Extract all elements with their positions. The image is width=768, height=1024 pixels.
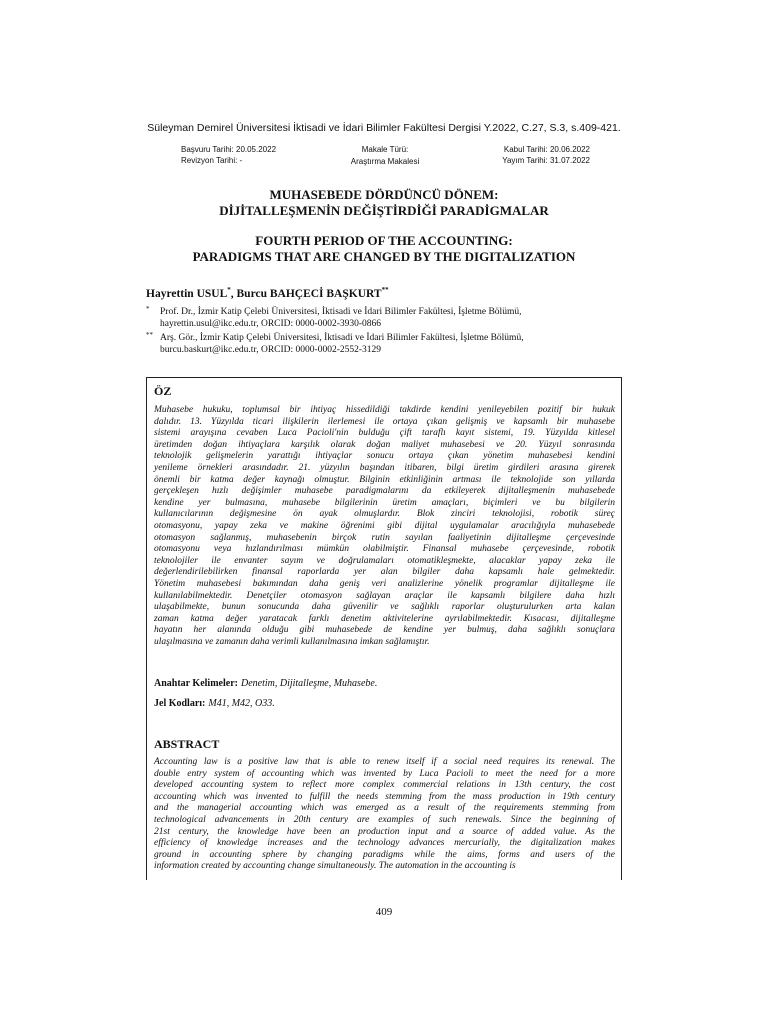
oz-line: üretimden doğan ihtiyaçlara karşılık olarak doğan maliyet muhasebesi ve 20. Yüzyıl sonrasında bbox=[154, 439, 615, 450]
published-date: Yayım Tarihi: 31.07.2022 bbox=[502, 156, 590, 165]
oz-line: kullanılabilmektedir. Denetçiler otomasyon sağlayan araçlar ile kapsamlı bilgilere daha hızlı bbox=[154, 590, 615, 601]
keywords-value: Denetim, Dijitalleşme, Muhasebe. bbox=[240, 678, 378, 689]
oz-line: hayatın her alanında olduğu gibi muhasebede de kendine yer bulmuş, daha sağlıklı sonuçlara bbox=[154, 625, 615, 636]
accepted-date: Kabul Tarihi: 20.06.2022 bbox=[503, 145, 590, 154]
jel-codes bbox=[154, 698, 275, 709]
oz-line: yenileme örnekleri arasındadır. 21. yüzyılın başından itibaren, bilgi üretim girdileri arasına girerek bbox=[154, 463, 615, 473]
oz-heading: ÖZ bbox=[154, 384, 172, 398]
article-type-value: Araştırma Makalesi bbox=[350, 157, 420, 166]
jel-label: Jel Kodları: bbox=[154, 698, 206, 709]
oz-line: Muhasebe hukuku, toplumsal bir ihtiyaç hissedildiği takdirde kendini yenileyebilen pozitif bir hukuk bbox=[154, 405, 615, 415]
oz-line: değerlendirilebilirken finansal raporlarda yer alan bilgiler daha kapsamlı hale gelmektedir. bbox=[154, 567, 615, 578]
affiliation-2-line2: burcu.baskurt@ikc.edu.tr, ORCID: 0000-0002-2552-3129 bbox=[160, 344, 382, 355]
oz-line: kendine yer bulmasına, muhasebe bilgilerinin üretim amaçları, biçimleri ve bu bilgilerin bbox=[154, 497, 615, 508]
title-tr-line2: DİJİTALLEŞMENİN DEĞİŞTİRDİĞİ PARADİGMALAR bbox=[219, 203, 549, 218]
oz-line: kullanıcılarının değişmesine ön ayak olmuşlardır. Blok zinciri teknolojisi, robotik süreç bbox=[154, 509, 615, 520]
page-number: 409 bbox=[375, 906, 393, 918]
oz-line: dalıdır. 13. Yüzyılda ticari ilişkilerin ilerlemesi ile ortaya çıkan gelişmiş ve kapsamlı bir muhasebe bbox=[154, 416, 615, 427]
oz-line: teknolojik gelişmelerin yarattığı ihtiyaçlar sonucu ortaya çıkan yönetim muhasebesi kendini bbox=[154, 451, 615, 462]
oz-line: ulaşılmasına ve zamanın daha verimli kullanılmasına imkan sağlamıştır. bbox=[154, 637, 430, 647]
title-en-line1: FOURTH PERIOD OF THE ACCOUNTING: bbox=[255, 233, 513, 248]
abstract-box bbox=[146, 377, 622, 880]
title-tr-line1: MUHASEBEDE DÖRDÜNCÜ DÖNEM: bbox=[269, 187, 499, 202]
jel-value: M41, M42, O33. bbox=[208, 698, 275, 709]
oz-line: gerçekleşen hızlı değişimler muhasebe paradigmalarını da etkileyerek dijitalleşmenin muhasebede bbox=[154, 486, 615, 497]
revision-date: Revizyon Tarihi: - bbox=[181, 156, 243, 165]
author-1: Hayrettin USUL bbox=[146, 287, 228, 300]
title-en-line2: PARADIGMS THAT ARE CHANGED BY THE DIGITALIZATION bbox=[192, 249, 576, 264]
abstract-line: 21st century, the knowledge have been an production input and a source of added value. As the bbox=[154, 826, 615, 837]
affiliation-2 bbox=[146, 333, 622, 356]
abstract-line: accounting which was invented to fulfill the needs stemming from the mass production in 19th century bbox=[154, 791, 615, 802]
affiliation-2-mark: ** bbox=[146, 331, 153, 339]
affiliation-1-line1: Prof. Dr., İzmir Katip Çelebi Üniversitesi, İktisadi ve İdari Bilimler Fakültesi, İşletme Bölümü, bbox=[160, 307, 522, 317]
author-separator: , bbox=[230, 287, 237, 300]
affiliation-1-mark: * bbox=[146, 305, 150, 313]
abstract-line: double entry system of accounting which was invented by Luca Pacioli to meet the need for a more bbox=[154, 768, 615, 779]
affiliation-1-line2: hayrettin.usul@ikc.edu.tr, ORCID: 0000-0002-3930-0866 bbox=[160, 318, 382, 329]
author-2: Burcu BAHÇECİ BAŞKURT bbox=[236, 287, 382, 300]
submission-date: Başvuru Tarihi: 20.05.2022 bbox=[181, 145, 277, 154]
author-2-mark: ** bbox=[381, 286, 389, 294]
abstract-line: Accounting law is a positive law that is able to renew itself if a social need requires its renewal. The bbox=[154, 757, 615, 767]
article-type-label: Makale Türü: bbox=[361, 145, 409, 154]
oz-line: otomasyon sağlanmış, muhasebenin birçok rutin sayılan faaliyetinin dijitalleşme çerçevesinde bbox=[154, 532, 615, 543]
abstract-line: efficiency of knowledge increases and the technology advances mercurially, the digitalization makes bbox=[154, 838, 615, 849]
affiliation-1 bbox=[146, 307, 622, 330]
keywords bbox=[154, 678, 377, 689]
abstract-line: ground in accounting sphere by changing paradigms while the aims, forms and users of the bbox=[154, 849, 615, 860]
oz-line: sistemi arayışına cevaben Luca Pacioli'nin bulduğu çift taraflı kayıt sistemi, 19. Yüzyılda kitlesel bbox=[154, 428, 615, 439]
keywords-label: Anahtar Kelimeler: bbox=[154, 678, 238, 689]
oz-line: teknolojiler ile envanter sayım ve doğrulamaları otomatikleşmekte, alacaklar yapay zeka ile bbox=[154, 555, 615, 566]
abstract-line: technological advancements in 20th century are examples of such renewals. Since the beginning of bbox=[154, 815, 615, 825]
oz-line: ulaşabilmekte, bunun sonucunda daha güvenilir ve sağlıklı raporlar oluşturulurken arta kalan bbox=[154, 602, 615, 613]
abstract-line: developed accounting system to reflect more complex commercial relations in 13th century, the cost bbox=[154, 780, 615, 791]
abstract-heading: ABSTRACT bbox=[154, 737, 220, 751]
oz-line: Yönetim muhasebesi bakımından daha geniş veri analizlerine yönelik programlar dijitalleşme ile bbox=[154, 579, 615, 589]
abstract-line: and the managerial accounting which was emerged as a result of the requirements stemming from bbox=[154, 803, 615, 814]
affiliation-2-line1: Arş. Gör., İzmir Katip Çelebi Üniversitesi, İktisadi ve İdari Bilimler Fakültesi, İşletme Bölümü, bbox=[160, 333, 524, 343]
oz-line: zaman katma değer yaratacak farklı denetim aktivitelerine ayrılabilmektedir. Kısacası, dijitalleşme bbox=[154, 613, 615, 624]
oz-line: otomasyonu, yapay zeka ve makine öğrenimi gibi dijital uygulamalar aracılığıyla muhasebede bbox=[154, 521, 615, 531]
journal-header: Süleyman Demirel Üniversitesi İktisadi ve İdari Bilimler Fakültesi Dergisi Y.2022, C.27, S.3, s.409-421. bbox=[147, 122, 621, 134]
oz-line: otomasyonu veya hızlandırılması mümkün olabilmiştir. Finansal muhasebe çerçevesinde, robotik bbox=[154, 544, 615, 555]
author-1-mark: * bbox=[227, 286, 231, 294]
abstract-line: information created by accounting change simultaneously. The automation in the accounting is bbox=[154, 861, 516, 872]
author-line bbox=[146, 286, 389, 300]
oz-line: önemli bir katma değer kaynağı olmuştur. Bilginin etkinliğinin artması ile teknolojide son yıllarda bbox=[154, 474, 615, 485]
